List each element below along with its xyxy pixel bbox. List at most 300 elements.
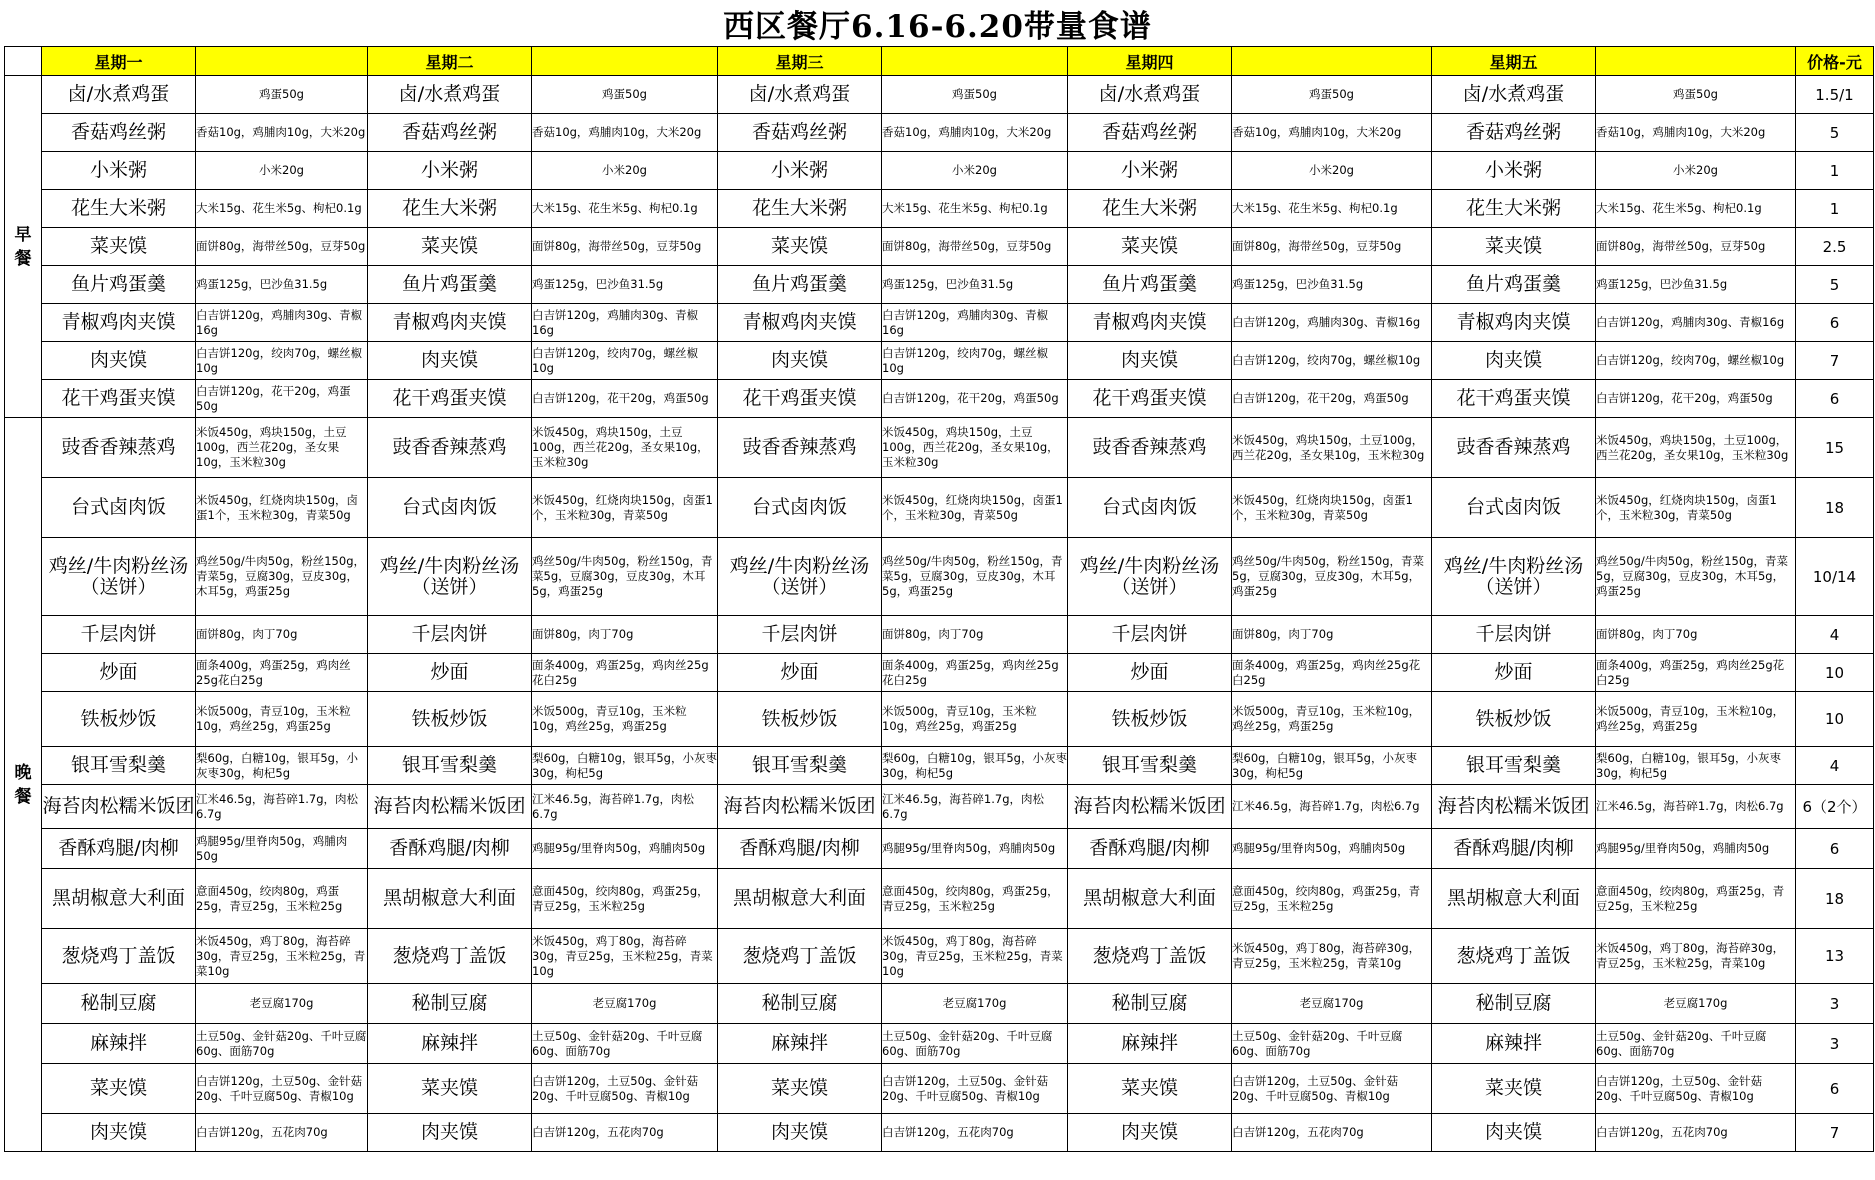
dish-name: 秘制豆腐 [718, 984, 882, 1024]
ingredients: 白吉饼120g，五花肉70g [532, 1114, 718, 1152]
dish-name: 菜夹馍 [1432, 1064, 1596, 1114]
dish-name: 花干鸡蛋夹馍 [718, 380, 882, 418]
price: 10/14 [1796, 538, 1874, 616]
dish-name: 台式卤肉饭 [42, 478, 196, 538]
ingredients: 白吉饼120g，花干20g，鸡蛋50g [1232, 380, 1432, 418]
ingredients: 江米46.5g，海苔碎1.7g，肉松6.7g [882, 785, 1068, 829]
ingredients: 小米20g [532, 152, 718, 190]
price: 7 [1796, 1114, 1874, 1152]
table-row [5, 869, 1874, 929]
ingredients: 鸡腿95g/里脊肉50g，鸡脯肉50g [1232, 829, 1432, 869]
dish-name: 鱼片鸡蛋羹 [1432, 266, 1596, 304]
price: 6 [1796, 304, 1874, 342]
dish-name: 豉香香辣蒸鸡 [368, 418, 532, 478]
dish-name: 黑胡椒意大利面 [1432, 869, 1596, 929]
price: 5 [1796, 266, 1874, 304]
dish-name: 黑胡椒意大利面 [718, 869, 882, 929]
dish-name: 秘制豆腐 [368, 984, 532, 1024]
ingredients: 鸡蛋125g，巴沙鱼31.5g [532, 266, 718, 304]
table-row [5, 114, 1874, 152]
ingredients: 土豆50g、金针菇20g、千叶豆腐60g、面筋70g [532, 1024, 718, 1064]
dish-name: 海苔肉松糯米饭团 [42, 785, 196, 829]
ingredients: 大米15g、花生米5g、枸杞0.1g [882, 190, 1068, 228]
dish-name: 香酥鸡腿/肉柳 [1068, 829, 1232, 869]
dish-name: 肉夹馍 [1068, 1114, 1232, 1152]
header-corner-cell [5, 47, 42, 76]
dish-name: 麻辣拌 [1068, 1024, 1232, 1064]
dish-name: 菜夹馍 [42, 228, 196, 266]
price: 15 [1796, 418, 1874, 478]
ingredients: 白吉饼120g，五花肉70g [882, 1114, 1068, 1152]
ingredients: 白吉饼120g，土豆50g、金针菇20g、千叶豆腐50g、青椒10g [196, 1064, 368, 1114]
ingredients: 面饼80g，海带丝50g，豆芽50g [1232, 228, 1432, 266]
dish-name: 肉夹馍 [42, 342, 196, 380]
dish-name: 肉夹馍 [718, 1114, 882, 1152]
dish-name: 麻辣拌 [1432, 1024, 1596, 1064]
ingredients: 江米46.5g，海苔碎1.7g，肉松6.7g [1232, 785, 1432, 829]
ingredients: 江米46.5g，海苔碎1.7g，肉松6.7g [532, 785, 718, 829]
ingredients: 面饼80g，海带丝50g，豆芽50g [882, 228, 1068, 266]
dish-name: 海苔肉松糯米饭团 [718, 785, 882, 829]
ingredients: 白吉饼120g，鸡脯肉30g、青椒16g [1596, 304, 1796, 342]
ingredients: 鸡腿95g/里脊肉50g，鸡脯肉50g [1596, 829, 1796, 869]
dish-name: 炒面 [42, 654, 196, 692]
ingredients: 小米20g [1232, 152, 1432, 190]
ingredients: 面饼80g，肉丁70g [1596, 616, 1796, 654]
ingredients: 白吉饼120g，绞肉70g，螺丝椒10g [196, 342, 368, 380]
ingredients: 梨60g，白糖10g，银耳5g，小灰枣30g，枸杞5g [1232, 747, 1432, 785]
ingredients: 米饭450g，红烧肉块150g，卤蛋1个，玉米粒30g，青菜50g [196, 478, 368, 538]
dish-name: 银耳雪梨羹 [368, 747, 532, 785]
ingredients: 面条400g，鸡蛋25g，鸡肉丝25g花白25g [882, 654, 1068, 692]
ingredients: 白吉饼120g，绞肉70g，螺丝椒10g [532, 342, 718, 380]
table-row [5, 747, 1874, 785]
ingredients: 米饭450g，红烧肉块150g，卤蛋1个，玉米粒30g，青菜50g [532, 478, 718, 538]
ingredients: 米饭500g，青豆10g，玉米粒10g，鸡丝25g，鸡蛋25g [882, 692, 1068, 747]
menu-table [4, 46, 1874, 1152]
dish-name: 花干鸡蛋夹馍 [1068, 380, 1232, 418]
dish-name: 台式卤肉饭 [1068, 478, 1232, 538]
ingredients: 大米15g、花生米5g、枸杞0.1g [1596, 190, 1796, 228]
ingredients: 面饼80g，肉丁70g [882, 616, 1068, 654]
ingredients: 鸡腿95g/里脊肉50g，鸡脯肉50g [882, 829, 1068, 869]
table-row [5, 692, 1874, 747]
table-row [5, 785, 1874, 829]
ingredients: 江米46.5g，海苔碎1.7g，肉松6.7g [196, 785, 368, 829]
price: 13 [1796, 929, 1874, 984]
ingredients: 鸡丝50g/牛肉50g，粉丝150g，青菜5g，豆腐30g，豆皮30g，木耳5g，鸡蛋25g [196, 538, 368, 616]
day-header-blank [1596, 47, 1796, 76]
dish-name: 小米粥 [1068, 152, 1232, 190]
dish-name: 台式卤肉饭 [368, 478, 532, 538]
price-header: 价格-元 [1796, 47, 1874, 76]
dish-name: 菜夹馍 [1068, 228, 1232, 266]
dish-name: 豉香香辣蒸鸡 [1432, 418, 1596, 478]
dish-name: 花生大米粥 [42, 190, 196, 228]
dish-name: 海苔肉松糯米饭团 [1432, 785, 1596, 829]
dish-name: 香酥鸡腿/肉柳 [42, 829, 196, 869]
ingredients: 香菇10g，鸡脯肉10g，大米20g [196, 114, 368, 152]
ingredients: 意面450g，绞肉80g，鸡蛋25g，青豆25g，玉米粒25g [532, 869, 718, 929]
table-row [5, 418, 1874, 478]
ingredients: 白吉饼120g，绞肉70g，螺丝椒10g [1232, 342, 1432, 380]
dish-name: 香酥鸡腿/肉柳 [368, 829, 532, 869]
ingredients: 大米15g、花生米5g、枸杞0.1g [196, 190, 368, 228]
price: 4 [1796, 747, 1874, 785]
ingredients: 白吉饼120g，花干20g，鸡蛋50g [532, 380, 718, 418]
dish-name: 鸡丝/牛肉粉丝汤（送饼） [718, 538, 882, 616]
dish-name: 肉夹馍 [368, 342, 532, 380]
dish-name: 花生大米粥 [718, 190, 882, 228]
ingredients: 鸡丝50g/牛肉50g，粉丝150g，青菜5g，豆腐30g，豆皮30g，木耳5g，鸡蛋25g [882, 538, 1068, 616]
dish-name: 银耳雪梨羹 [1068, 747, 1232, 785]
ingredients: 大米15g、花生米5g、枸杞0.1g [1232, 190, 1432, 228]
ingredients: 鸡蛋50g [196, 76, 368, 114]
dish-name: 千层肉饼 [368, 616, 532, 654]
dish-name: 黑胡椒意大利面 [368, 869, 532, 929]
dish-name: 葱烧鸡丁盖饭 [368, 929, 532, 984]
dish-name: 银耳雪梨羹 [42, 747, 196, 785]
ingredients: 米饭450g，红烧肉块150g，卤蛋1个，玉米粒30g，青菜50g [882, 478, 1068, 538]
dish-name: 鸡丝/牛肉粉丝汤（送饼） [368, 538, 532, 616]
table-row [5, 654, 1874, 692]
ingredients: 米饭450g，红烧肉块150g，卤蛋1个，玉米粒30g，青菜50g [1232, 478, 1432, 538]
dish-name: 菜夹馍 [718, 228, 882, 266]
dish-name: 鱼片鸡蛋羹 [1068, 266, 1232, 304]
ingredients: 白吉饼120g，绞肉70g，螺丝椒10g [882, 342, 1068, 380]
ingredients: 面条400g，鸡蛋25g，鸡肉丝25g花白25g [1232, 654, 1432, 692]
ingredients: 米饭450g，鸡块150g，土豆100g，西兰花20g，圣女果10g，玉米粒30g [196, 418, 368, 478]
ingredients: 米饭500g，青豆10g，玉米粒10g，鸡丝25g，鸡蛋25g [1596, 692, 1796, 747]
meal-label: 早 餐 [5, 76, 42, 418]
dish-name: 小米粥 [718, 152, 882, 190]
table-row [5, 1024, 1874, 1064]
dish-name: 花干鸡蛋夹馍 [368, 380, 532, 418]
ingredients: 鸡蛋125g，巴沙鱼31.5g [1232, 266, 1432, 304]
ingredients: 白吉饼120g，花干20g，鸡蛋50g [882, 380, 1068, 418]
dish-name: 葱烧鸡丁盖饭 [718, 929, 882, 984]
dish-name: 小米粥 [42, 152, 196, 190]
table-row [5, 929, 1874, 984]
dish-name: 香酥鸡腿/肉柳 [718, 829, 882, 869]
dish-name: 秘制豆腐 [1068, 984, 1232, 1024]
ingredients: 鸡蛋50g [882, 76, 1068, 114]
ingredients: 米饭500g，青豆10g，玉米粒10g，鸡丝25g，鸡蛋25g [196, 692, 368, 747]
ingredients: 白吉饼120g，鸡脯肉30g、青椒16g [882, 304, 1068, 342]
ingredients: 白吉饼120g，五花肉70g [1232, 1114, 1432, 1152]
table-row [5, 1114, 1874, 1152]
ingredients: 老豆腐170g [1596, 984, 1796, 1024]
dish-name: 秘制豆腐 [1432, 984, 1596, 1024]
dish-name: 香菇鸡丝粥 [368, 114, 532, 152]
table-row [5, 984, 1874, 1024]
ingredients: 米饭500g，青豆10g，玉米粒10g，鸡丝25g，鸡蛋25g [1232, 692, 1432, 747]
dish-name: 鸡丝/牛肉粉丝汤（送饼） [1432, 538, 1596, 616]
menu-table-body [5, 47, 1874, 1152]
ingredients: 白吉饼120g，土豆50g、金针菇20g、千叶豆腐50g、青椒10g [532, 1064, 718, 1114]
price: 1.5/1 [1796, 76, 1874, 114]
dish-name: 花干鸡蛋夹馍 [42, 380, 196, 418]
ingredients: 意面450g，绞肉80g，鸡蛋25g，青豆25g，玉米粒25g [1596, 869, 1796, 929]
dish-name: 铁板炒饭 [42, 692, 196, 747]
day-header: 星期三 [718, 47, 882, 76]
ingredients: 面饼80g，肉丁70g [532, 616, 718, 654]
dish-name: 银耳雪梨羹 [1432, 747, 1596, 785]
ingredients: 米饭450g，鸡丁80g，海苔碎30g，青豆25g，玉米粒25g，青菜10g [1232, 929, 1432, 984]
dish-name: 葱烧鸡丁盖饭 [1068, 929, 1232, 984]
ingredients: 香菇10g，鸡脯肉10g，大米20g [532, 114, 718, 152]
dish-name: 麻辣拌 [42, 1024, 196, 1064]
dish-name: 千层肉饼 [42, 616, 196, 654]
dish-name: 肉夹馍 [1432, 342, 1596, 380]
dish-name: 菜夹馍 [368, 228, 532, 266]
ingredients: 老豆腐170g [882, 984, 1068, 1024]
ingredients: 意面450g，绞肉80g，鸡蛋25g，青豆25g，玉米粒25g [196, 869, 368, 929]
ingredients: 老豆腐170g [196, 984, 368, 1024]
dish-name: 菜夹馍 [368, 1064, 532, 1114]
ingredients: 白吉饼120g，五花肉70g [196, 1114, 368, 1152]
ingredients: 米饭450g，鸡块150g，土豆100g，西兰花20g，圣女果10g，玉米粒30g [1596, 418, 1796, 478]
dish-name: 葱烧鸡丁盖饭 [1432, 929, 1596, 984]
dish-name: 花干鸡蛋夹馍 [1432, 380, 1596, 418]
ingredients: 面饼80g，海带丝50g，豆芽50g [196, 228, 368, 266]
ingredients: 老豆腐170g [1232, 984, 1432, 1024]
dish-name: 菜夹馍 [1068, 1064, 1232, 1114]
ingredients: 白吉饼120g，绞肉70g，螺丝椒10g [1596, 342, 1796, 380]
price: 3 [1796, 1024, 1874, 1064]
dish-name: 铁板炒饭 [368, 692, 532, 747]
table-row [5, 76, 1874, 114]
dish-name: 炒面 [1432, 654, 1596, 692]
dish-name: 卤/水煮鸡蛋 [718, 76, 882, 114]
ingredients: 白吉饼120g，花干20g，鸡蛋50g [1596, 380, 1796, 418]
dish-name: 黑胡椒意大利面 [42, 869, 196, 929]
ingredients: 鸡蛋125g，巴沙鱼31.5g [882, 266, 1068, 304]
dish-name: 葱烧鸡丁盖饭 [42, 929, 196, 984]
header-row [5, 47, 1874, 76]
ingredients: 白吉饼120g，土豆50g、金针菇20g、千叶豆腐50g、青椒10g [882, 1064, 1068, 1114]
price: 4 [1796, 616, 1874, 654]
dish-name: 炒面 [718, 654, 882, 692]
price: 6（2个） [1796, 785, 1874, 829]
price: 18 [1796, 869, 1874, 929]
dish-name: 菜夹馍 [42, 1064, 196, 1114]
ingredients: 白吉饼120g，鸡脯肉30g、青椒16g [1232, 304, 1432, 342]
ingredients: 米饭450g，鸡丁80g，海苔碎30g，青豆25g，玉米粒25g，青菜10g [532, 929, 718, 984]
ingredients: 江米46.5g，海苔碎1.7g，肉松6.7g [1596, 785, 1796, 829]
day-header-blank [196, 47, 368, 76]
price: 6 [1796, 380, 1874, 418]
dish-name: 肉夹馍 [1068, 342, 1232, 380]
dish-name: 鱼片鸡蛋羹 [42, 266, 196, 304]
table-row [5, 478, 1874, 538]
dish-name: 黑胡椒意大利面 [1068, 869, 1232, 929]
ingredients: 土豆50g、金针菇20g、千叶豆腐60g、面筋70g [1596, 1024, 1796, 1064]
dish-name: 千层肉饼 [1432, 616, 1596, 654]
day-header-blank [1232, 47, 1432, 76]
price: 3 [1796, 984, 1874, 1024]
ingredients: 梨60g，白糖10g，银耳5g，小灰枣30g，枸杞5g [196, 747, 368, 785]
ingredients: 白吉饼120g，五花肉70g [1596, 1114, 1796, 1152]
ingredients: 米饭450g，鸡丁80g，海苔碎30g，青豆25g，玉米粒25g，青菜10g [882, 929, 1068, 984]
price: 1 [1796, 190, 1874, 228]
ingredients: 鸡腿95g/里脊肉50g，鸡脯肉50g [196, 829, 368, 869]
ingredients: 大米15g、花生米5g、枸杞0.1g [532, 190, 718, 228]
price: 10 [1796, 654, 1874, 692]
dish-name: 青椒鸡肉夹馍 [1432, 304, 1596, 342]
dish-name: 肉夹馍 [718, 342, 882, 380]
dish-name: 香菇鸡丝粥 [718, 114, 882, 152]
ingredients: 小米20g [882, 152, 1068, 190]
dish-name: 秘制豆腐 [42, 984, 196, 1024]
dish-name: 鸡丝/牛肉粉丝汤（送饼） [42, 538, 196, 616]
table-row [5, 1064, 1874, 1114]
ingredients: 鸡腿95g/里脊肉50g，鸡脯肉50g [532, 829, 718, 869]
ingredients: 梨60g，白糖10g，银耳5g，小灰枣30g，枸杞5g [1596, 747, 1796, 785]
meal-label: 晚 餐 [5, 418, 42, 1152]
ingredients: 土豆50g、金针菇20g、千叶豆腐60g、面筋70g [196, 1024, 368, 1064]
page-title: 西区餐厅6.16-6.20带量食谱 [723, 8, 1152, 45]
ingredients: 白吉饼120g，土豆50g、金针菇20g、千叶豆腐50g、青椒10g [1232, 1064, 1432, 1114]
ingredients: 米饭450g，鸡块150g，土豆100g，西兰花20g，圣女果10g，玉米粒30g [882, 418, 1068, 478]
ingredients: 白吉饼120g，鸡脯肉30g、青椒16g [196, 304, 368, 342]
dish-name: 香菇鸡丝粥 [1432, 114, 1596, 152]
dish-name: 肉夹馍 [1432, 1114, 1596, 1152]
dish-name: 青椒鸡肉夹馍 [368, 304, 532, 342]
dish-name: 花生大米粥 [1432, 190, 1596, 228]
dish-name: 豉香香辣蒸鸡 [1068, 418, 1232, 478]
dish-name: 铁板炒饭 [1432, 692, 1596, 747]
dish-name: 菜夹馍 [1432, 228, 1596, 266]
ingredients: 土豆50g、金针菇20g、千叶豆腐60g、面筋70g [882, 1024, 1068, 1064]
ingredients: 面饼80g，海带丝50g，豆芽50g [532, 228, 718, 266]
ingredients: 梨60g，白糖10g，银耳5g，小灰枣30g，枸杞5g [532, 747, 718, 785]
dish-name: 千层肉饼 [718, 616, 882, 654]
ingredients: 米饭450g，鸡丁80g，海苔碎30g，青豆25g，玉米粒25g，青菜10g [196, 929, 368, 984]
price: 6 [1796, 829, 1874, 869]
day-header: 星期一 [42, 47, 196, 76]
dish-name: 菜夹馍 [718, 1064, 882, 1114]
dish-name: 铁板炒饭 [1068, 692, 1232, 747]
dish-name: 豉香香辣蒸鸡 [42, 418, 196, 478]
dish-name: 豉香香辣蒸鸡 [718, 418, 882, 478]
dish-name: 小米粥 [1432, 152, 1596, 190]
ingredients: 面饼80g，肉丁70g [196, 616, 368, 654]
table-row [5, 228, 1874, 266]
dish-name: 海苔肉松糯米饭团 [1068, 785, 1232, 829]
dish-name: 卤/水煮鸡蛋 [1432, 76, 1596, 114]
dish-name: 小米粥 [368, 152, 532, 190]
ingredients: 米饭450g，鸡丁80g，海苔碎30g，青豆25g，玉米粒25g，青菜10g [1596, 929, 1796, 984]
price: 18 [1796, 478, 1874, 538]
price: 2.5 [1796, 228, 1874, 266]
ingredients: 米饭450g，鸡块150g，土豆100g，西兰花20g，圣女果10g，玉米粒30g [1232, 418, 1432, 478]
ingredients: 小米20g [1596, 152, 1796, 190]
table-row [5, 380, 1874, 418]
ingredients: 鸡丝50g/牛肉50g，粉丝150g，青菜5g，豆腐30g，豆皮30g，木耳5g，鸡蛋25g [1232, 538, 1432, 616]
dish-name: 卤/水煮鸡蛋 [1068, 76, 1232, 114]
ingredients: 香菇10g，鸡脯肉10g，大米20g [882, 114, 1068, 152]
table-row [5, 304, 1874, 342]
ingredients: 米饭500g，青豆10g，玉米粒10g，鸡丝25g，鸡蛋25g [532, 692, 718, 747]
day-header: 星期二 [368, 47, 532, 76]
price: 5 [1796, 114, 1874, 152]
ingredients: 香菇10g，鸡脯肉10g，大米20g [1596, 114, 1796, 152]
table-row [5, 342, 1874, 380]
ingredients: 白吉饼120g，鸡脯肉30g、青椒16g [532, 304, 718, 342]
ingredients: 梨60g，白糖10g，银耳5g，小灰枣30g，枸杞5g [882, 747, 1068, 785]
dish-name: 鸡丝/牛肉粉丝汤（送饼） [1068, 538, 1232, 616]
dish-name: 卤/水煮鸡蛋 [368, 76, 532, 114]
dish-name: 鱼片鸡蛋羹 [368, 266, 532, 304]
dish-name: 炒面 [368, 654, 532, 692]
ingredients: 面条400g，鸡蛋25g，鸡肉丝25g花白25g [196, 654, 368, 692]
ingredients: 白吉饼120g，土豆50g、金针菇20g、千叶豆腐50g、青椒10g [1596, 1064, 1796, 1114]
dish-name: 青椒鸡肉夹馍 [1068, 304, 1232, 342]
dish-name: 花生大米粥 [1068, 190, 1232, 228]
ingredients: 鸡丝50g/牛肉50g，粉丝150g，青菜5g，豆腐30g，豆皮30g，木耳5g，鸡蛋25g [1596, 538, 1796, 616]
day-header-blank [882, 47, 1068, 76]
ingredients: 面条400g，鸡蛋25g，鸡肉丝25g花白25g [532, 654, 718, 692]
ingredients: 面饼80g，肉丁70g [1232, 616, 1432, 654]
dish-name: 台式卤肉饭 [718, 478, 882, 538]
price: 7 [1796, 342, 1874, 380]
ingredients: 鸡丝50g/牛肉50g，粉丝150g，青菜5g，豆腐30g，豆皮30g，木耳5g，鸡蛋25g [532, 538, 718, 616]
dish-name: 卤/水煮鸡蛋 [42, 76, 196, 114]
ingredients: 面饼80g，海带丝50g，豆芽50g [1596, 228, 1796, 266]
ingredients: 白吉饼120g，花干20g，鸡蛋50g [196, 380, 368, 418]
table-row [5, 616, 1874, 654]
price: 10 [1796, 692, 1874, 747]
ingredients: 鸡蛋50g [1596, 76, 1796, 114]
dish-name: 麻辣拌 [368, 1024, 532, 1064]
ingredients: 小米20g [196, 152, 368, 190]
dish-name: 铁板炒饭 [718, 692, 882, 747]
dish-name: 千层肉饼 [1068, 616, 1232, 654]
ingredients: 老豆腐170g [532, 984, 718, 1024]
dish-name: 香酥鸡腿/肉柳 [1432, 829, 1596, 869]
ingredients: 米饭450g，红烧肉块150g，卤蛋1个，玉米粒30g，青菜50g [1596, 478, 1796, 538]
day-header: 星期五 [1432, 47, 1596, 76]
ingredients: 米饭450g，鸡块150g，土豆100g，西兰花20g，圣女果10g，玉米粒30g [532, 418, 718, 478]
dish-name: 香菇鸡丝粥 [42, 114, 196, 152]
ingredients: 土豆50g、金针菇20g、千叶豆腐60g、面筋70g [1232, 1024, 1432, 1064]
table-row [5, 190, 1874, 228]
ingredients: 鸡蛋125g，巴沙鱼31.5g [1596, 266, 1796, 304]
day-header: 星期四 [1068, 47, 1232, 76]
ingredients: 鸡蛋50g [532, 76, 718, 114]
dish-name: 香菇鸡丝粥 [1068, 114, 1232, 152]
table-row [5, 152, 1874, 190]
dish-name: 肉夹馍 [42, 1114, 196, 1152]
ingredients: 鸡蛋50g [1232, 76, 1432, 114]
ingredients: 香菇10g，鸡脯肉10g，大米20g [1232, 114, 1432, 152]
dish-name: 青椒鸡肉夹馍 [718, 304, 882, 342]
dish-name: 青椒鸡肉夹馍 [42, 304, 196, 342]
dish-name: 银耳雪梨羹 [718, 747, 882, 785]
table-row [5, 266, 1874, 304]
dish-name: 花生大米粥 [368, 190, 532, 228]
table-row [5, 829, 1874, 869]
dish-name: 海苔肉松糯米饭团 [368, 785, 532, 829]
dish-name: 鱼片鸡蛋羹 [718, 266, 882, 304]
dish-name: 炒面 [1068, 654, 1232, 692]
price: 1 [1796, 152, 1874, 190]
ingredients: 鸡蛋125g，巴沙鱼31.5g [196, 266, 368, 304]
dish-name: 台式卤肉饭 [1432, 478, 1596, 538]
dish-name: 麻辣拌 [718, 1024, 882, 1064]
ingredients: 意面450g，绞肉80g，鸡蛋25g，青豆25g，玉米粒25g [1232, 869, 1432, 929]
